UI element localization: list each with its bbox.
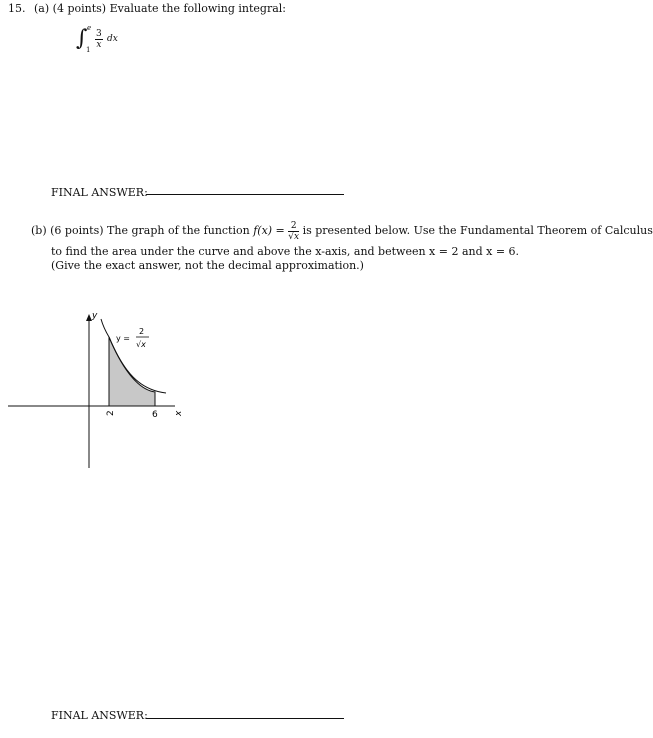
part-b-function-lhs: f(x) = bbox=[253, 224, 285, 237]
integral-sign: ∫ bbox=[76, 26, 88, 51]
shaded-area bbox=[109, 337, 155, 406]
part-b-function-numerator: 2 bbox=[288, 221, 299, 232]
final-answer-label-a: FINAL ANSWER: bbox=[51, 186, 148, 199]
part-b-line-3: (Give the exact answer, not the decimal approximation.) bbox=[51, 259, 364, 272]
part-b-text-1: The graph of the function bbox=[107, 224, 250, 237]
x-axis-label: x bbox=[174, 410, 184, 416]
part-a-label: (a) bbox=[34, 2, 50, 15]
part-a-prompt: Evaluate the following integral: bbox=[109, 2, 287, 15]
question-number: 15. bbox=[8, 2, 26, 15]
curve-label-denominator: √x bbox=[136, 340, 146, 349]
integrand-numerator: 3 bbox=[96, 29, 102, 39]
integral-differential: dx bbox=[107, 34, 118, 44]
curve-label-lhs: y = bbox=[116, 334, 130, 343]
integral-upper-limit: e bbox=[87, 24, 92, 32]
part-b-line-2: to find the area under the curve and above the x-axis, and between x = 2 and x = 6. bbox=[51, 245, 520, 258]
integral-lower-limit: 1 bbox=[86, 46, 91, 54]
answer-line-b[interactable] bbox=[146, 718, 344, 719]
part-b-text-2: is presented below. Use the Fundamental Theorem of Calculus bbox=[302, 224, 653, 237]
part-b-function-denominator: √x bbox=[288, 231, 300, 242]
y-axis-label: y bbox=[92, 311, 98, 321]
integrand-denominator: x bbox=[96, 40, 102, 50]
tick-label-2: 2 bbox=[106, 410, 116, 416]
part-a-points: (4 points) bbox=[52, 2, 107, 15]
part-b-label: (b) bbox=[31, 224, 47, 237]
tick-label-6: 6 bbox=[152, 410, 158, 420]
part-b-points: (6 points) bbox=[50, 224, 104, 237]
final-answer-label-b: FINAL ANSWER: bbox=[51, 709, 148, 722]
curve-label-numerator: 2 bbox=[139, 327, 145, 336]
